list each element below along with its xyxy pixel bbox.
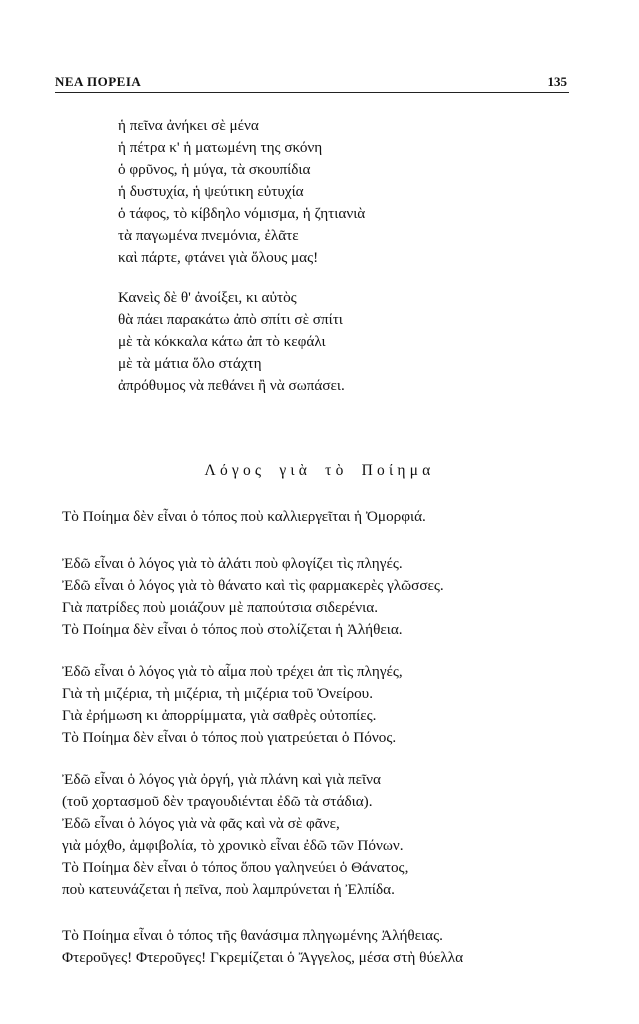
- poem-line: γιὰ μόχθο, ἀμφιβολία, τὸ χρονικὸ εἶναι ἐδῶ τῶν Πόνων.: [62, 837, 404, 854]
- poem-line: ἡ πέτρα κ' ἡ ματωμένη της σκόνη: [118, 139, 323, 156]
- poem-line: Ἐδῶ εἶναι ὁ λόγος γιὰ νὰ φᾶς καὶ νὰ σὲ φᾶνε,: [62, 815, 340, 832]
- stanza: [62, 553, 444, 641]
- poem-line: καὶ πάρτε, φτάνει γιὰ ὅλους μας!: [118, 249, 319, 266]
- poem-line: Τὸ Ποίημα δὲν εἶναι ὁ τόπος ὅπου γαληνεύει ὁ Θάνατος,: [62, 859, 409, 876]
- poem-line: τὰ παγωμένα πνεμόνια, ἐλᾶτε: [118, 227, 299, 244]
- poem-line: Ἐδῶ εἶναι ὁ λόγος γιὰ τὸ αἷμα ποὺ τρέχει ἀπ τὶς πληγές,: [62, 663, 403, 680]
- poem-line: Ἐδῶ εἶναι ὁ λόγος γιὰ τὸ ἁλάτι ποὺ φλογίζει τὶς πληγές.: [62, 555, 403, 572]
- poem-line: ἡ πεῖνα ἀνήκει σὲ μένα: [118, 117, 259, 134]
- poem-line: ὁ τάφος, τὸ κίβδηλο νόμισμα, ἡ ζητιανιὰ: [118, 205, 366, 222]
- stanza: [62, 506, 426, 528]
- poem-line: Φτεροῦγες! Φτεροῦγες! Γκρεμίζεται ὁ Ἄγγελος, μέσα στὴ θύελλα: [62, 949, 464, 966]
- poem-line: ποὺ κατευνάζεται ἡ πεῖνα, ποὺ λαμπρύνεται ἡ Ἐλπίδα.: [62, 881, 395, 898]
- stanza: [62, 661, 403, 749]
- stanza: [62, 925, 463, 969]
- poem-title: Λόγος γιὰ τὸ Ποίημα: [204, 462, 435, 479]
- poem-line: ἡ δυστυχία, ἡ ψεύτικη εὐτυχία: [118, 183, 304, 200]
- running-header: [55, 74, 569, 93]
- stanza: [118, 287, 345, 397]
- poem-line: ὁ φρῦνος, ἡ μύγα, τὰ σκουπίδια: [118, 161, 311, 178]
- poem-line: Γιὰ πατρίδες ποὺ μοιάζουν μὲ παπούτσια σιδερένια.: [62, 599, 379, 616]
- poem-line: Γιὰ ἐρήμωση κι ἀπορρίμματα, γιὰ σαθρὲς οὐτοπίες.: [62, 707, 377, 724]
- poem-line: (τοῦ χορτασμοῦ δὲν τραγουδιένται ἐδῶ τὰ στάδια).: [62, 793, 373, 810]
- poem-line: Ἐδῶ εἶναι ὁ λόγος γιὰ τὸ θάνατο καὶ τὶς φαρμακερὲς γλῶσσες.: [62, 577, 444, 594]
- poem-line: θὰ πάει παρακάτω ἀπὸ σπίτι σὲ σπίτι: [118, 311, 343, 328]
- poem-line: μὲ τὰ κόκκαλα κάτω ἀπ τὸ κεφάλι: [118, 333, 326, 350]
- running-title: ΝΕΑ ΠΟΡΕΙΑ: [55, 74, 142, 89]
- poem-line: Τὸ Ποίημα εἶναι ὁ τόπος τῆς θανάσιμα πληγωμένης Ἀλήθειας.: [62, 927, 443, 944]
- poem-line: Τὸ Ποίημα δὲν εἶναι ὁ τόπος ποὺ γιατρεύεται ὁ Πόνος.: [62, 729, 397, 746]
- page-number: 135: [547, 74, 567, 89]
- poem-line: Τὸ Ποίημα δὲν εἶναι ὁ τόπος ποὺ καλλιεργεῖται ἡ Ὀμορφιά.: [62, 508, 426, 525]
- stanza: [62, 769, 408, 901]
- poem-line: Τὸ Ποίημα δὲν εἶναι ὁ τόπος ποὺ στολίζεται ἡ Ἀλήθεια.: [62, 621, 403, 638]
- poem-line: Ἐδῶ εἶναι ὁ λόγος γιὰ ὀργή, γιὰ πλάνη καὶ γιὰ πεῖνα: [62, 771, 381, 788]
- poem-line: μὲ τὰ μάτια ὅλο στάχτη: [118, 355, 262, 372]
- poem-line: ἀπρόθυμος νὰ πεθάνει ἢ νὰ σωπάσει.: [118, 377, 345, 394]
- poem-line: Κανεὶς δὲ θ' ἀνοίξει, κι αὐτὸς: [118, 289, 297, 306]
- stanza: [118, 115, 365, 269]
- poem-line: Γιὰ τὴ μιζέρια, τὴ μιζέρια, τὴ μιζέρια τοῦ Ὀνείρου.: [62, 685, 373, 702]
